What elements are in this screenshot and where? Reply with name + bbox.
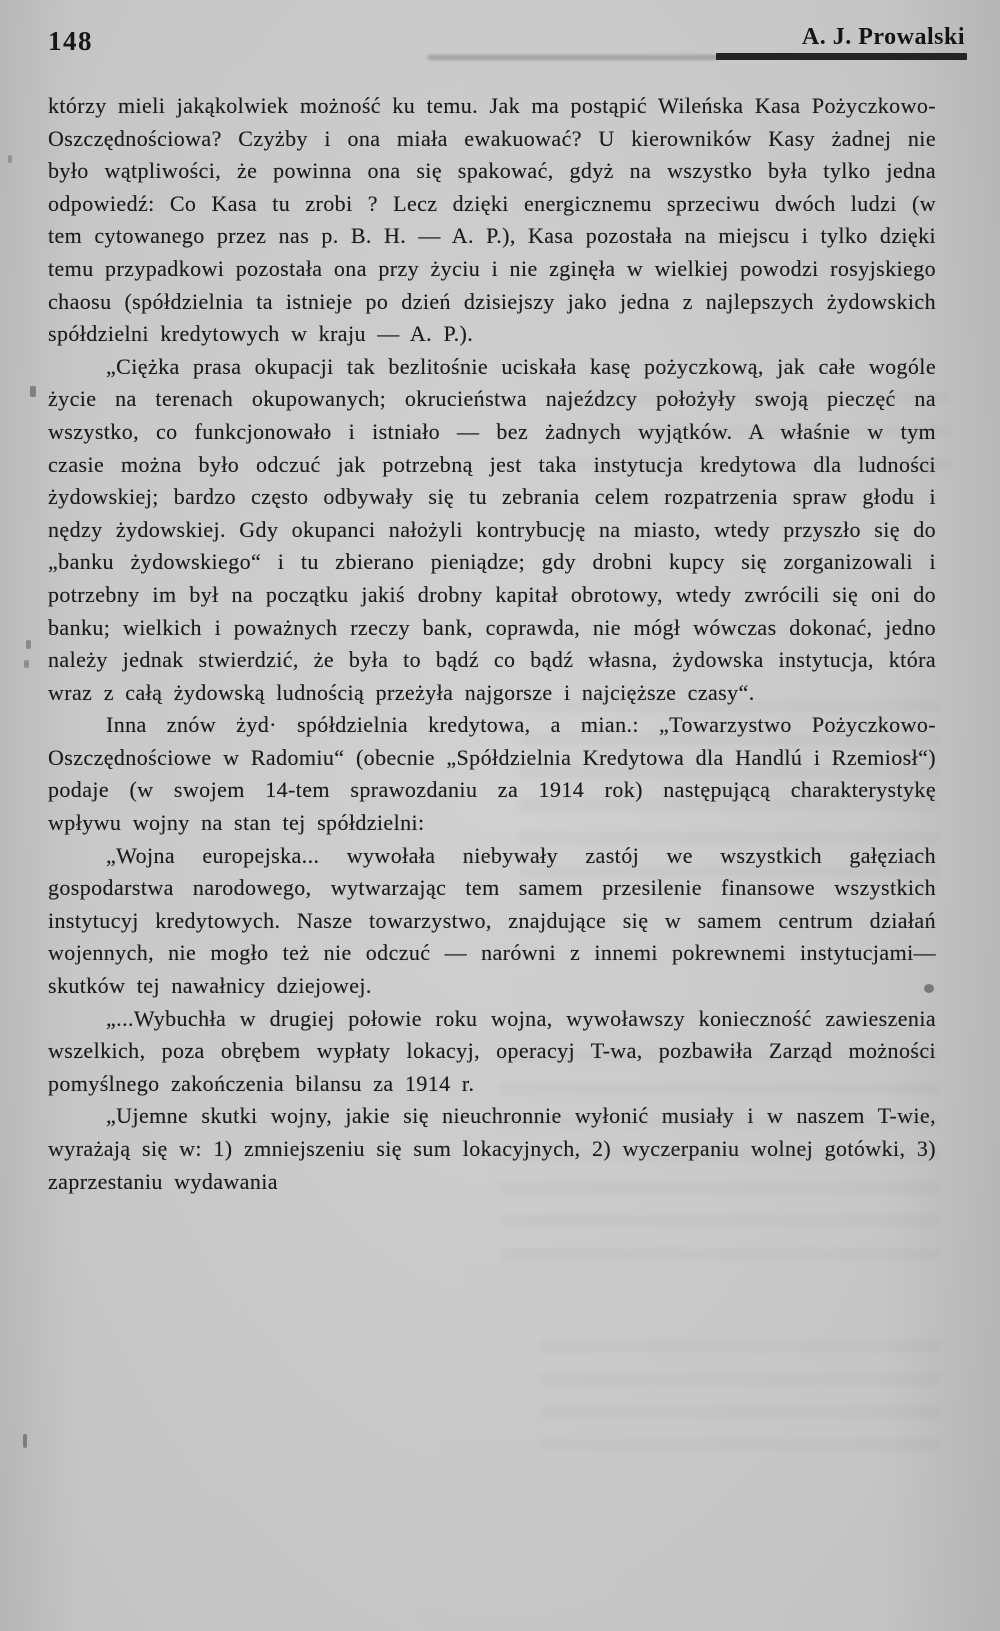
page-body-text xyxy=(48,90,936,1198)
paragraph: „Wojna europejska... wywołała niebywały zastój we wszystkich gałęziach gospodarstwa narodowego, wytwarzając tem samem przesilenie finansowe wszystkich instytucyj kredytowych. Nasze towarzystwo, znajdujące się w samem centrum działań wojennych, nie mogło też nie odczuć — narówni z innemi pokrewnemi instytucjami— skutków tej nawałnicy dziejowej. xyxy=(48,842,936,999)
header-rule xyxy=(716,53,967,60)
paragraph: „Ciężka prasa okupacji tak bezlitośnie uciskała kasę pożyczkową, jak całe wogóle życie na terenach okupowanych; okrucieństwa najeźdzcy położyły swoją pieczęć na wszystko, co funkcjonowało i istniało — bez żadnych wyjątków. A właśnie w tym czasie można było odczuć jak potrzebną jest taka instytucja kredytowa dla ludności żydowskiej; bardzo często odbywały się tu zebrania celem rozpatrzenia spraw głodu i nędzy żydowskiej. Gdy okupanci nałożyli kontrybucję na miasto, wtedy przyszło się do „banku żydowskiego“ i tu zbierano pieniądze; gdy drobni kupcy się zorganizowali i potrzebny im był na początku jakiś drobny kapitał obrotowy, wtedy zwrócili się oni do banku; wielkich i poważnych rzeczy bank, coprawda, nie mógł wówczas dokonać, jedno należy jednak stwierdzić, że była to bądź co bądź własna, żydowska instytucja, która wraz z całą żydowską ludnością przeżyła najgorsze i najcięższe czasy“. xyxy=(48,353,936,705)
page-number: 148 xyxy=(48,26,93,56)
running-header-author: A. J. Prowalski xyxy=(801,24,965,50)
header-rule-smudge xyxy=(428,55,718,60)
paragraph: „...Wybuchła w drugiej połowie roku wojna, wywoławszy konieczność zawieszenia wszelkich, poza obrębem wypłaty lokacyj, operacyj T-wa, pozbawiła Zarząd możności pomyślnego zakończenia bilansu za 1914 r. xyxy=(48,1005,936,1096)
scan-speck-artifact xyxy=(8,155,12,163)
scan-speck-artifact xyxy=(30,386,36,397)
scan-showthrough-artifact xyxy=(540,1340,940,1460)
scan-speck-artifact xyxy=(26,640,31,649)
paragraph: którzy mieli jakąkolwiek możność ku temu. Jak ma postąpić Wileńska Kasa Pożyczkowo-Oszczędnościowa? Czyżby i ona miała ewakuować? U kierowników Kasy żadnej nie było wątpliwości, że powinna ona się spakować, gdyż na wszystko była tylko jedna odpowiedź: Co Kasa tu zrobi ? Lecz dzięki energicznemu sprzeciwu dwóch ludzi (w tem cytowanego przez nas p. B. H. — A. P.), Kasa pozostała na miejscu i tylko dzięki temu przypadkowi pozostała ona przy życiu i nie zginęła w wielkiej powodzi rosyjskiego chaosu (spółdzielnia ta istnieje po dzień dzisiejszy jako jedna z najlepszych żydowskich spółdzielni kredytowych w kraju — A. P.). xyxy=(48,93,936,347)
paragraph: Inna znów żyd· spółdzielnia kredytowa, a mian.: „Towarzystwo Pożyczkowo-Oszczędnościowe w Radomiu“ (obecnie „Spółdzielnia Kredytowa dla Handlú i Rzemiosł“) podaje (w swojem 14-tem sprawozdaniu za 1914 rok) następującą charakterystykę wpływu wojny na stan tej spółdzielni: xyxy=(48,712,936,836)
paragraph: „Ujemne skutki wojny, jakie się nieuchronnie wyłonić musiały i w naszem T-wie, wyrażają się w: 1) zmniejszeniu się sum lokacyjnych, 2) wyczerpaniu wolnej gotówki, 3) zaprzestaniu wydawania xyxy=(48,1103,936,1194)
scan-speck-artifact xyxy=(23,1434,27,1448)
scan-speck-artifact xyxy=(24,660,29,668)
